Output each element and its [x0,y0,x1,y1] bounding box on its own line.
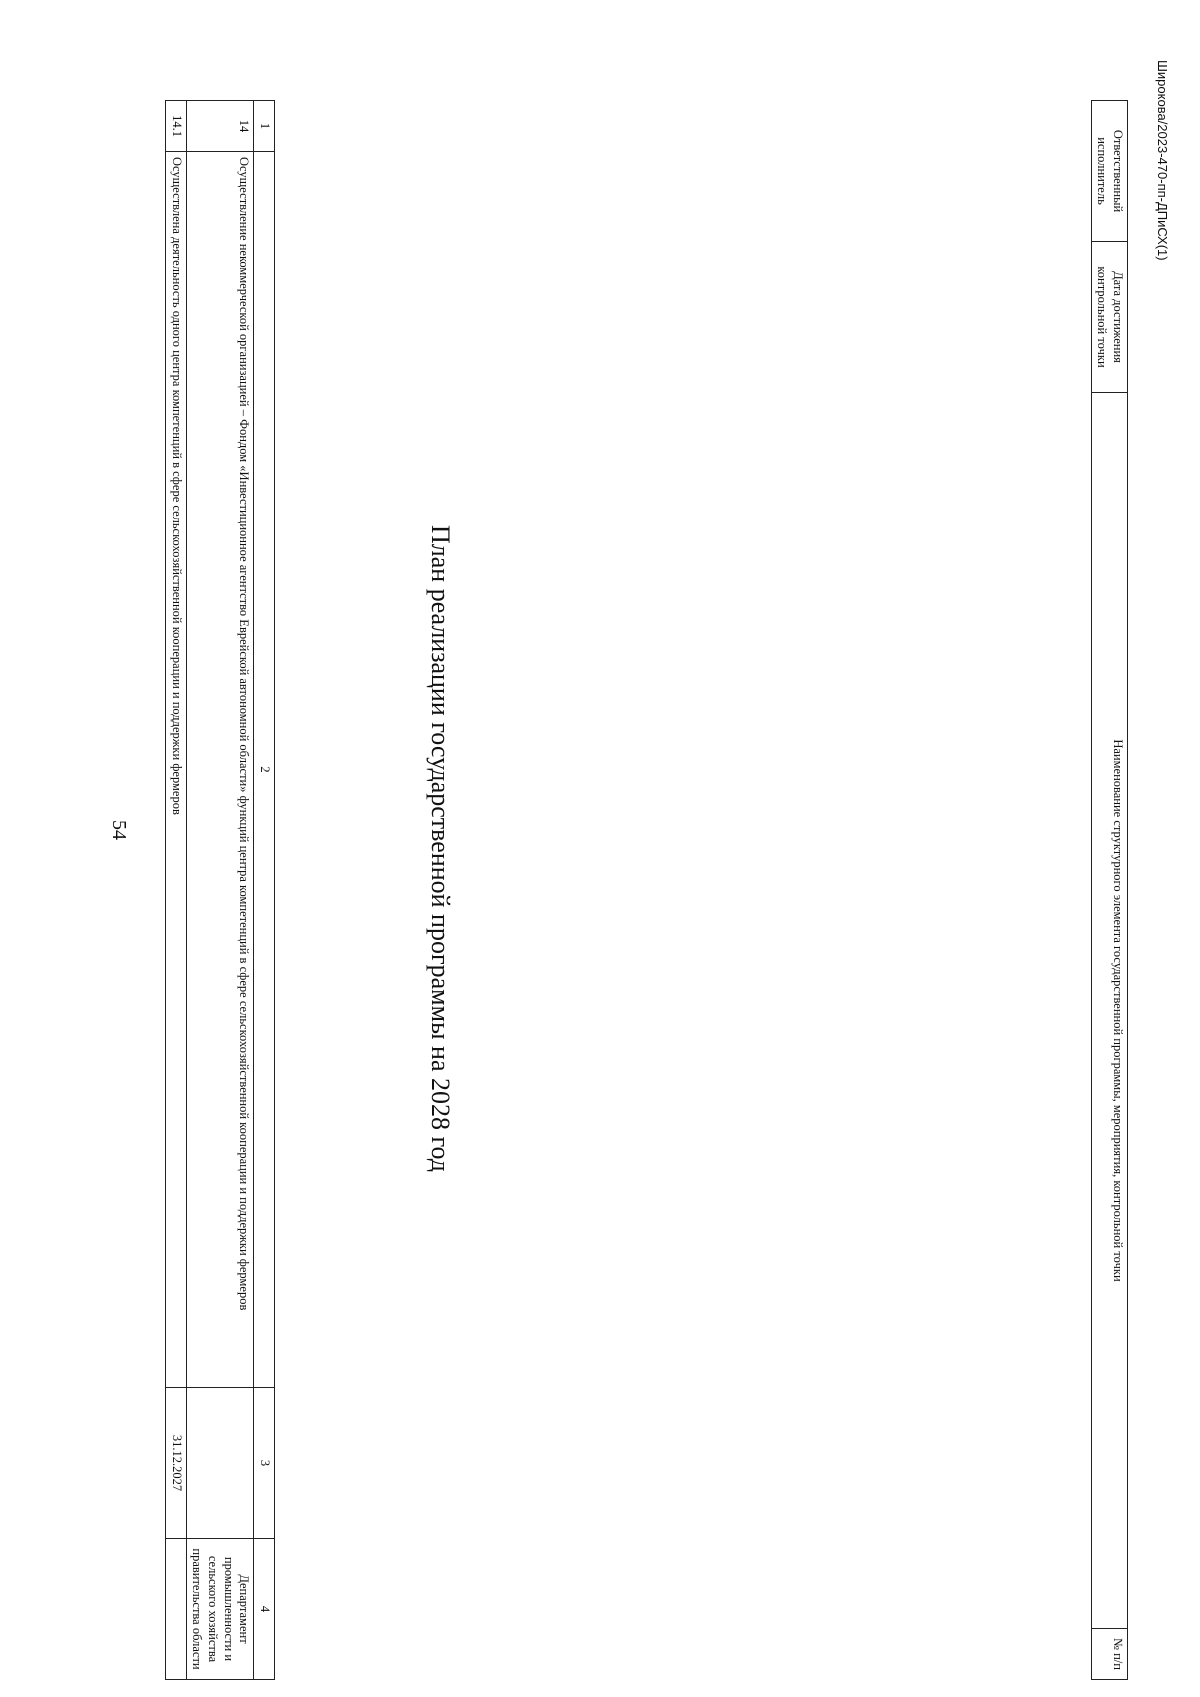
row-date [186,1388,254,1539]
row-exec [166,1539,187,1680]
main-table [1091,100,1128,1680]
header-executor: Ответственный исполнитель [1091,101,1127,242]
row-num: 14 [186,101,254,152]
row-date: 31.12.2027 [166,1388,187,1539]
top-col-4: 4 [254,1539,275,1680]
page-title: План реализации государственной программы на 2028 год [426,524,455,1173]
header-num: № п/п [1091,1629,1127,1680]
row-name: Осуществлена деятельность одного центра компетенций в сфере сельскохозяйственной кооперации и поддержки фермеров [166,152,187,1388]
table-row [166,101,187,1680]
top-col-1: 1 [254,101,275,152]
header-date: Дата достижения контрольной точки [1091,242,1127,393]
top-col-3: 3 [254,1388,275,1539]
row-name: Осуществление некоммерческой организацией – Фондом «Инвестиционное агентство Еврейской автономной области» функций центра компетенций в сфере сельскохозяйственной кооперации и поддержки фермеров [186,152,254,1388]
header-name: Наименование структурного элемента государственной программы, мероприятия, контрольной точки [1091,393,1127,1629]
row-num: 14.1 [166,101,187,152]
top-col-2: 2 [254,152,275,1388]
table-row [186,101,254,1680]
top-table [165,100,275,1680]
row-exec: Департамент промышленности и сельского хозяйства правительства области [186,1539,254,1680]
document-code: Широкова/2023-470-пп-ДПиСХ(1) [1155,60,1170,261]
page-number: 54 [108,820,130,840]
